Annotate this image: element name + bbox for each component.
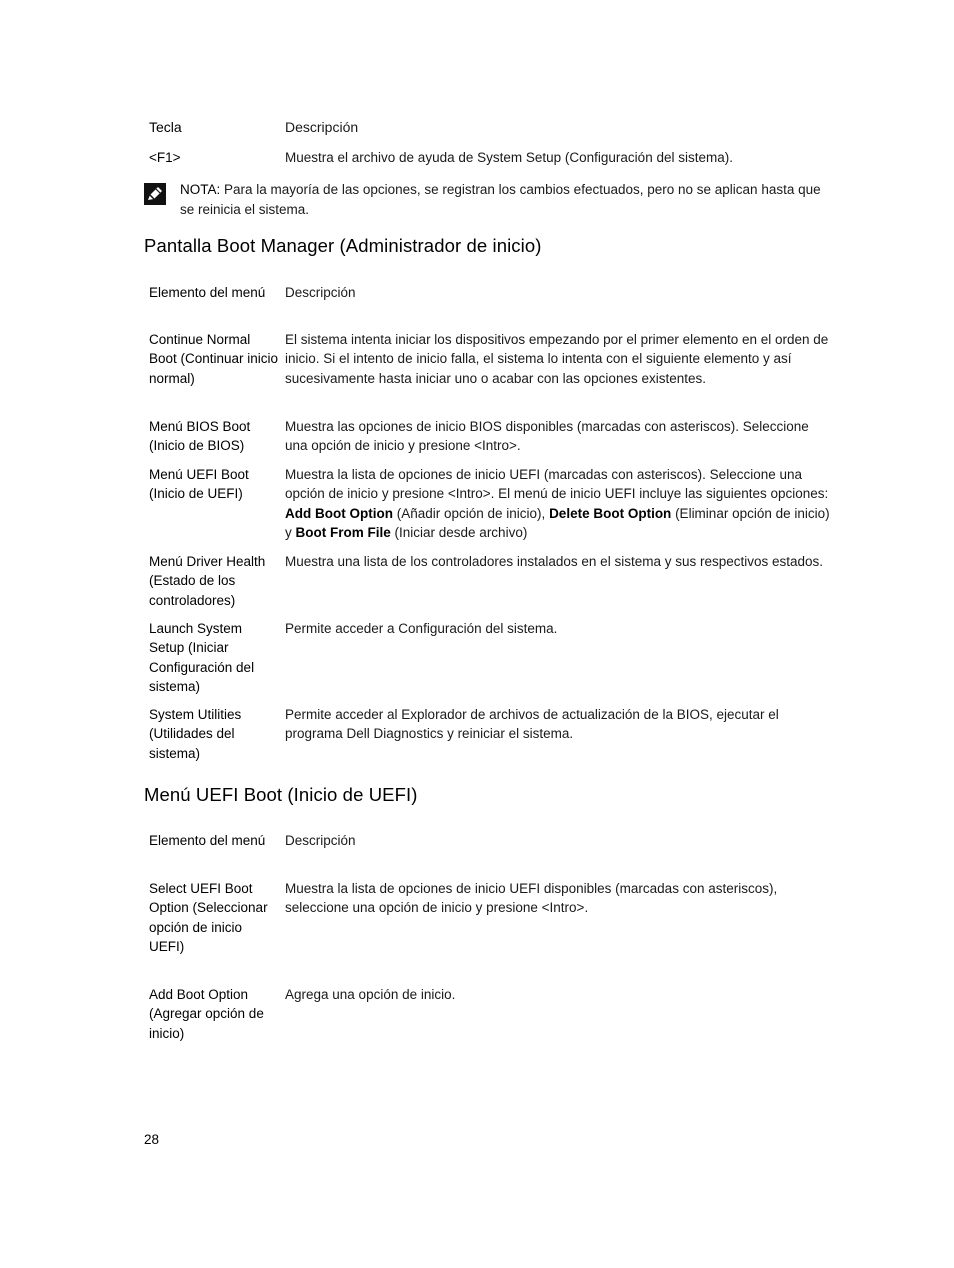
note-label: NOTA: bbox=[180, 182, 221, 197]
section2-header-desc: Descripción bbox=[285, 833, 356, 848]
section1-row-desc: Permite acceder al Explorador de archivos de actualización de la BIOS, ejecutar el programa Dell Diagnostics y reiniciar el sistema. bbox=[285, 707, 779, 742]
section1-row-item: Menú UEFI Boot (Inicio de UEFI) bbox=[149, 467, 249, 502]
boot-from-file-term: Boot From File bbox=[295, 524, 391, 540]
section2-title: Menú UEFI Boot (Inicio de UEFI) bbox=[144, 784, 418, 805]
table1-row-key: <F1> bbox=[149, 150, 181, 165]
section2-row-desc: Muestra la lista de opciones de inicio UEFI disponibles (marcadas con asteriscos), seleccione una opción de inicio y presione <Intro>. bbox=[285, 881, 778, 916]
delete-boot-option-term: Delete Boot Option bbox=[549, 505, 672, 521]
note-body: Para la mayoría de las opciones, se registran los cambios efectuados, pero no se aplican hasta que se reinicia el sistema. bbox=[180, 182, 821, 217]
desc-text: (Añadir opción de inicio), bbox=[392, 505, 550, 521]
section1-row-item: Continue Normal Boot (Continuar inicio normal) bbox=[149, 332, 279, 386]
section1-header-item: Elemento del menú bbox=[149, 285, 266, 300]
section2-row-item: Select UEFI Boot Option (Seleccionar opción de inicio UEFI) bbox=[149, 881, 268, 954]
add-boot-option-term: Add Boot Option bbox=[285, 505, 393, 521]
section1-row-item: System Utilities (Utilidades del sistema) bbox=[149, 707, 242, 761]
section1-row-desc bbox=[285, 465, 830, 542]
page-number: 28 bbox=[144, 1132, 160, 1147]
section1-title: Pantalla Boot Manager (Administrador de inicio) bbox=[144, 235, 542, 256]
section1-row-desc: Permite acceder a Configuración del sistema. bbox=[285, 621, 558, 636]
section2-row-desc: Agrega una opción de inicio. bbox=[285, 987, 456, 1002]
desc-text: (Eliminar opción de inicio) y bbox=[285, 505, 830, 540]
section1-row-desc: Muestra las opciones de inicio BIOS disponibles (marcadas con asteriscos). Seleccione una opción de inicio y presione <Intro>. bbox=[285, 419, 809, 454]
table1-row-desc: Muestra el archivo de ayuda de System Setup (Configuración del sistema). bbox=[285, 150, 733, 165]
section1-row-desc: El sistema intenta iniciar los dispositivos empezando por el primer elemento en el orden de inicio. Si el intento de inicio falla, el sistema lo intenta con el siguiente elemento y así sucesivamente hasta iniciar uno o acabar con las opciones existentes. bbox=[285, 332, 829, 386]
table1-header-key: Tecla bbox=[149, 119, 182, 135]
section1-row-desc: Muestra una lista de los controladores instalados en el sistema y sus respectivos estados. bbox=[285, 554, 824, 569]
pencil-note-icon bbox=[144, 183, 166, 205]
note-text bbox=[180, 180, 830, 220]
section1-row-item: Menú Driver Health (Estado de los controladores) bbox=[149, 554, 266, 608]
section2-header-item: Elemento del menú bbox=[149, 833, 266, 848]
section1-row-item: Menú BIOS Boot (Inicio de BIOS) bbox=[149, 419, 251, 454]
desc-text: (Iniciar desde archivo) bbox=[390, 524, 528, 540]
section2-row-item: Add Boot Option (Agregar opción de inicio) bbox=[149, 987, 264, 1041]
section1-row-item: Launch System Setup (Iniciar Configuración del sistema) bbox=[149, 621, 255, 694]
table1-header-desc: Descripción bbox=[285, 119, 359, 135]
desc-text: Muestra la lista de opciones de inicio UEFI (marcadas con asteriscos). Seleccione una opción de inicio y presione <Intro>. El menú de inicio UEFI incluye las siguientes opciones: bbox=[285, 467, 829, 502]
section1-header-desc: Descripción bbox=[285, 285, 356, 300]
